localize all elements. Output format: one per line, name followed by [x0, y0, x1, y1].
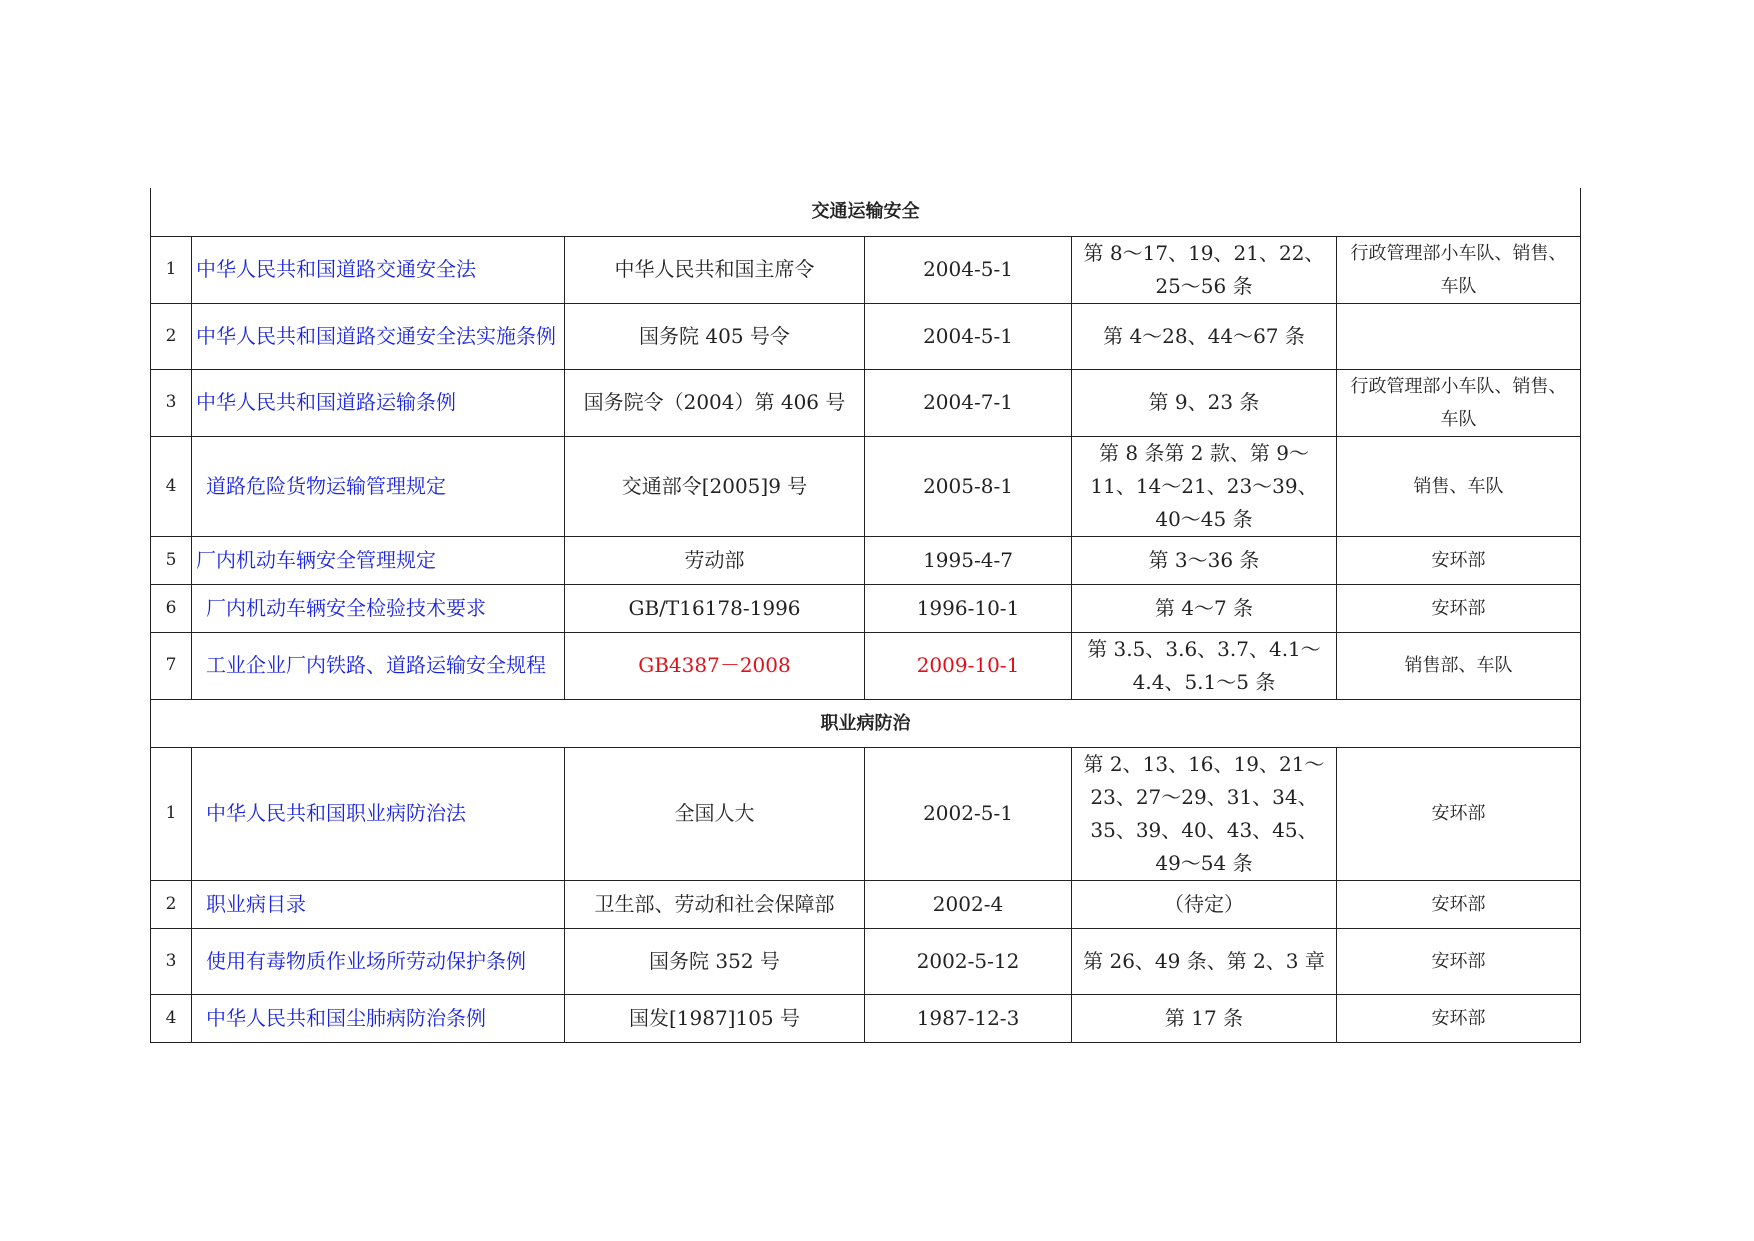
clauses-cell: 第 3.5、3.6、3.7、4.1～4.4、5.1～5 条 — [1072, 632, 1337, 699]
department-cell: 行政管理部小车队、销售、车队 — [1337, 236, 1581, 303]
clauses-cell: 第 8 条第 2 款、第 9～11、14～21、23～39、40～45 条 — [1072, 436, 1337, 536]
table-row — [151, 994, 1581, 1042]
clauses-cell: 第 9、23 条 — [1072, 369, 1337, 436]
row-number: 5 — [151, 536, 192, 584]
regulation-name-link[interactable]: 中华人民共和国职业病防治法 — [192, 747, 565, 880]
department-cell: 安环部 — [1337, 994, 1581, 1042]
clauses-cell: 第 17 条 — [1072, 994, 1337, 1042]
effective-date-cell: 2002-5-12 — [865, 928, 1072, 994]
effective-date-cell: 2004-7-1 — [865, 369, 1072, 436]
row-number: 1 — [151, 747, 192, 880]
department-cell: 安环部 — [1337, 928, 1581, 994]
regulation-name-link[interactable]: 中华人民共和国尘肺病防治条例 — [192, 994, 565, 1042]
issuer-cell: 中华人民共和国主席令 — [565, 236, 865, 303]
clauses-cell: 第 3～36 条 — [1072, 536, 1337, 584]
row-number: 3 — [151, 928, 192, 994]
table-row — [151, 536, 1581, 584]
regulations-table — [150, 188, 1581, 1043]
department-cell: 安环部 — [1337, 536, 1581, 584]
issuer-cell: 卫生部、劳动和社会保障部 — [565, 880, 865, 928]
department-cell — [1337, 303, 1581, 369]
department-cell: 行政管理部小车队、销售、车队 — [1337, 369, 1581, 436]
table-row — [151, 928, 1581, 994]
effective-date-cell: 2002-4 — [865, 880, 1072, 928]
row-number: 3 — [151, 369, 192, 436]
table-row — [151, 584, 1581, 632]
section-header-row — [151, 699, 1581, 747]
department-cell: 安环部 — [1337, 747, 1581, 880]
effective-date-cell: 2009-10-1 — [865, 632, 1072, 699]
department-cell: 销售部、车队 — [1337, 632, 1581, 699]
clauses-cell: 第 4～28、44～67 条 — [1072, 303, 1337, 369]
regulation-name-link[interactable]: 道路危险货物运输管理规定 — [192, 436, 565, 536]
effective-date-cell: 2005-8-1 — [865, 436, 1072, 536]
clauses-cell: 第 26、49 条、第 2、3 章 — [1072, 928, 1337, 994]
row-number: 4 — [151, 994, 192, 1042]
regulation-name-link[interactable]: 使用有毒物质作业场所劳动保护条例 — [192, 928, 565, 994]
section-header-row — [151, 188, 1581, 236]
department-cell: 销售、车队 — [1337, 436, 1581, 536]
section-title: 职业病防治 — [151, 699, 1581, 747]
row-number: 1 — [151, 236, 192, 303]
section-title: 交通运输安全 — [151, 188, 1581, 236]
department-cell: 安环部 — [1337, 880, 1581, 928]
issuer-cell: GB/T16178-1996 — [565, 584, 865, 632]
issuer-cell: GB4387－2008 — [565, 632, 865, 699]
table-row — [151, 747, 1581, 880]
regulation-name-link[interactable]: 厂内机动车辆安全管理规定 — [192, 536, 565, 584]
row-number: 6 — [151, 584, 192, 632]
clauses-cell: （待定） — [1072, 880, 1337, 928]
issuer-cell: 国务院令（2004）第 406 号 — [565, 369, 865, 436]
regulation-name-link[interactable]: 中华人民共和国道路交通安全法实施条例 — [192, 303, 565, 369]
issuer-cell: 国务院 405 号令 — [565, 303, 865, 369]
row-number: 2 — [151, 880, 192, 928]
row-number: 4 — [151, 436, 192, 536]
table-row — [151, 369, 1581, 436]
department-cell: 安环部 — [1337, 584, 1581, 632]
table-row — [151, 880, 1581, 928]
clauses-cell: 第 2、13、16、19、21～23、27～29、31、34、35、39、40、43、45、49～54 条 — [1072, 747, 1337, 880]
regulation-name-link[interactable]: 中华人民共和国道路交通安全法 — [192, 236, 565, 303]
table-row — [151, 236, 1581, 303]
issuer-cell: 劳动部 — [565, 536, 865, 584]
clauses-cell: 第 4～7 条 — [1072, 584, 1337, 632]
regulation-name-link[interactable]: 工业企业厂内铁路、道路运输安全规程 — [192, 632, 565, 699]
issuer-cell: 全国人大 — [565, 747, 865, 880]
table-row — [151, 632, 1581, 699]
regulation-name-link[interactable]: 中华人民共和国道路运输条例 — [192, 369, 565, 436]
table-row — [151, 303, 1581, 369]
effective-date-cell: 2004-5-1 — [865, 303, 1072, 369]
effective-date-cell: 1995-4-7 — [865, 536, 1072, 584]
effective-date-cell: 2004-5-1 — [865, 236, 1072, 303]
clauses-cell: 第 8～17、19、21、22、25～56 条 — [1072, 236, 1337, 303]
effective-date-cell: 2002-5-1 — [865, 747, 1072, 880]
effective-date-cell: 1996-10-1 — [865, 584, 1072, 632]
regulation-name-link[interactable]: 职业病目录 — [192, 880, 565, 928]
regulation-name-link[interactable]: 厂内机动车辆安全检验技术要求 — [192, 584, 565, 632]
row-number: 2 — [151, 303, 192, 369]
issuer-cell: 国务院 352 号 — [565, 928, 865, 994]
issuer-cell: 国发[1987]105 号 — [565, 994, 865, 1042]
effective-date-cell: 1987-12-3 — [865, 994, 1072, 1042]
issuer-cell: 交通部令[2005]9 号 — [565, 436, 865, 536]
table-row — [151, 436, 1581, 536]
row-number: 7 — [151, 632, 192, 699]
